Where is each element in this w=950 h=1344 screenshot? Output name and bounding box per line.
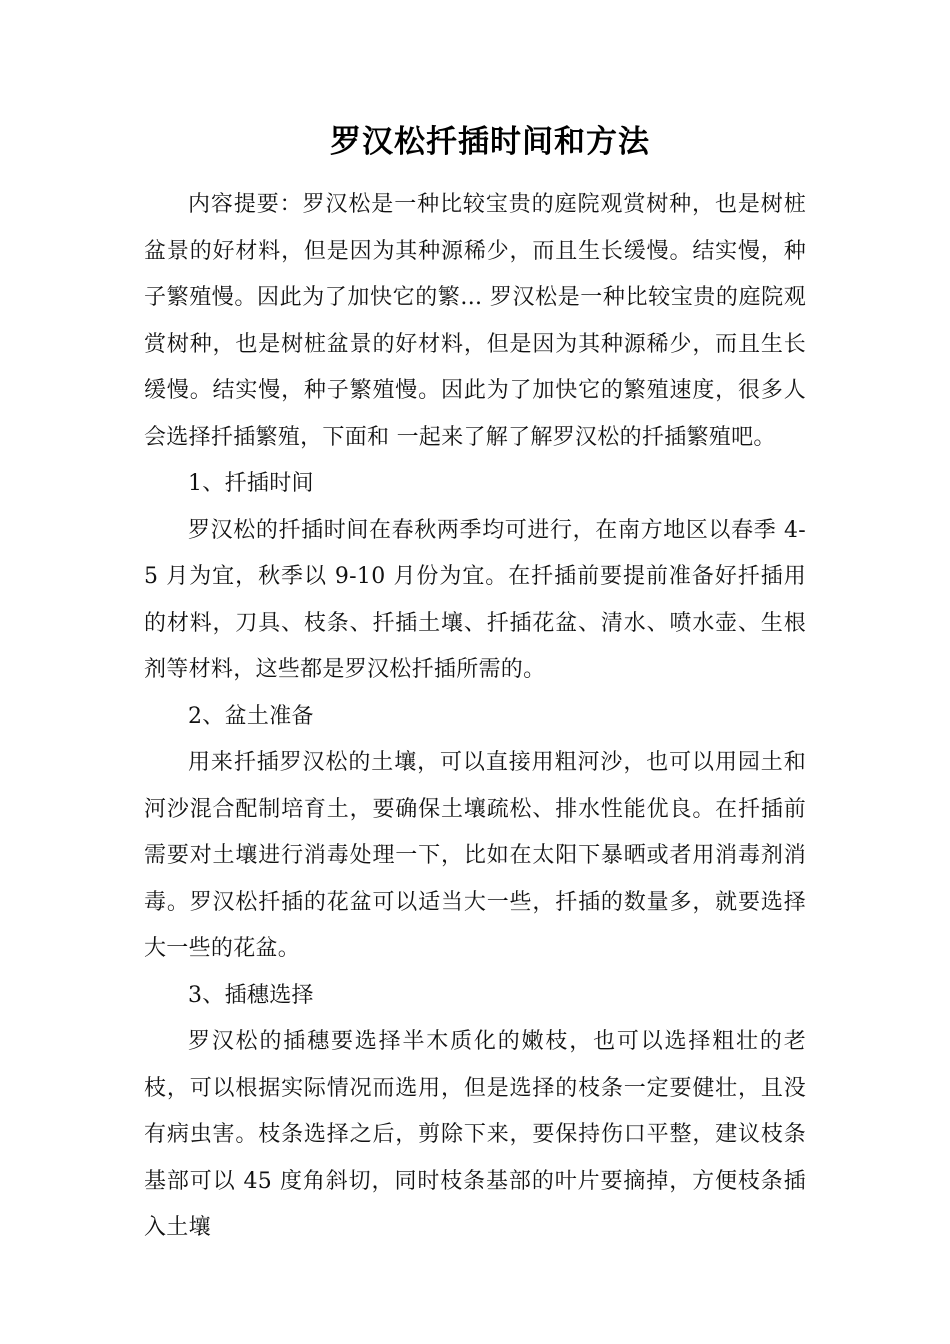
section-heading-2: 2、盆土准备 [188, 703, 314, 729]
section-paragraph-2: 用来扦插罗汉松的土壤，可以直接用粗河沙，也可以用园土和河沙混合配制培育土，要确保土壤疏松、排水性能优良。在扦插前需要对土壤进行消毒处理一下，比如在太阳下暴晒或者用消毒剂消毒。罗汉松扦插的花盆可以适当大一些，扦插的数量多，就要选择大一些的花盆。 [144, 750, 806, 961]
section-paragraph-3: 罗汉松的插穗要选择半木质化的嫩枝，也可以选择粗壮的老枝，可以根据实际情况而选用，但是选择的枝条一定要健壮，且没有病虫害。枝条选择之后，剪除下来，要保持伤口平整，建议枝条基部可以 45 度角斜切，同时枝条基部的叶片要摘掉，方便枝条插入土壤 [144, 1029, 806, 1240]
section-heading-1: 1、扦插时间 [188, 471, 314, 496]
section-heading-3: 3、插穗选择 [188, 982, 314, 1008]
intro-paragraph: 内容提要：罗汉松是一种比较宝贵的庭院观赏树种，也是树桩盆景的好材料，但是因为其种源稀少，而且生长缓慢。结实慢，种子繁殖慢。因此为了加快它的繁... 罗汉松是一种比较宝贵的庭院观赏树种，也是树桩盆景的好材料，但是因为其种源稀少，而且生长缓慢。结实慢，种子繁殖慢。因此为了加快它的繁殖速度，很多人会选择扦插繁殖，下面和 一起来了解了解罗汉松的扦插繁殖吧。 [144, 192, 806, 450]
document-content [144, 120, 806, 1252]
document-body [144, 182, 806, 1252]
page-title: 罗汉松扦插时间和方法 [330, 124, 650, 160]
section-paragraph-1: 罗汉松的扦插时间在春秋两季均可进行，在南方地区以春季 4-5 月为宜，秋季以 9-10 月份为宜。在扦插前要提前准备好扦插用的材料，刀具、枝条、扦插土壤、扦插花盆、清水、喷水壶、生根剂等材料，这些都是罗汉松扦插所需的。 [144, 517, 806, 682]
